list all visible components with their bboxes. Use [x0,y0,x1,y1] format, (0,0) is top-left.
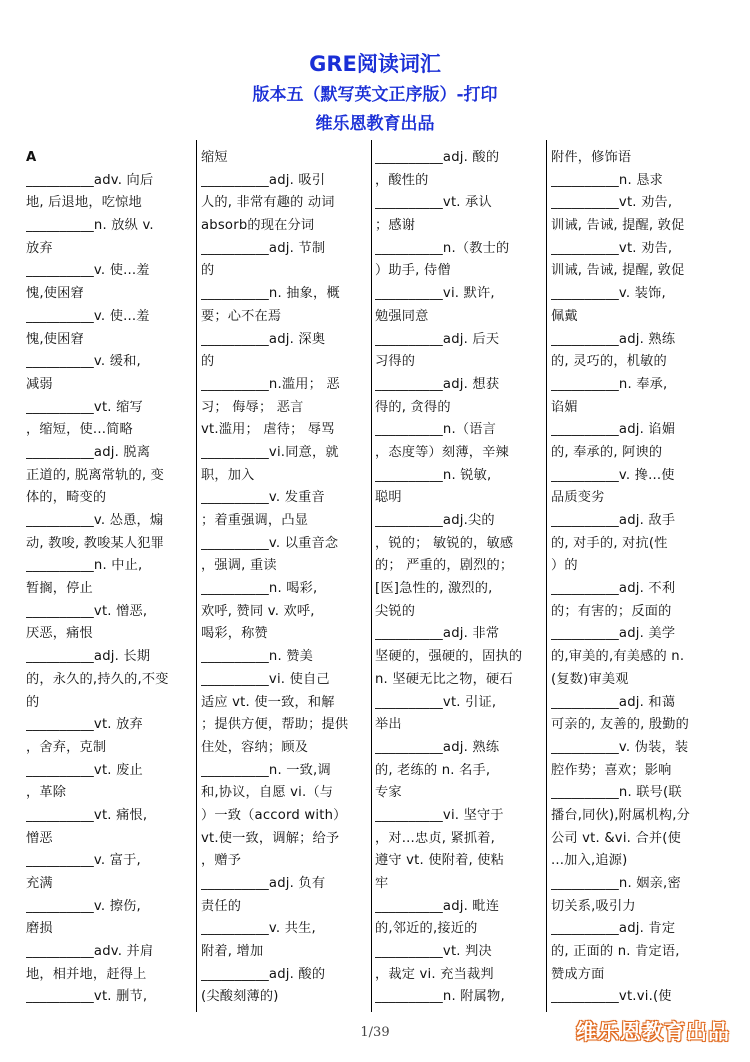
vocab-line: __________adj. 负有 [201,876,326,891]
vocab-line: __________adj. 非常 [375,626,500,642]
vocab-line: ，裁定 vi. 充当裁判 [375,966,494,982]
vocab-line: [医]急性的, 激烈的, [375,581,493,597]
vocab-line: absorb的现在分词 [201,218,315,234]
vocab-line: 地, 后退地，吃惊地 [26,195,142,211]
vocab-line: __________vt.vi.(使 [551,989,672,1005]
vocab-line: __________adj. 毗连 [375,898,500,914]
vocab-line: __________adj. 敌手 [551,513,676,528]
vocab-line: __________adj. 深奥 [201,331,326,347]
vocab-line: 聪明 [375,490,402,506]
vocab-line: 牢 [375,876,389,891]
vocab-line: __________n.（语言 [375,422,497,438]
vocab-line: __________vt. 废止 [26,762,143,778]
vocab-line: 和,协议，自愿 vi.（与 [201,785,334,801]
vocab-line: 减弱 [26,376,53,392]
vocab-line: 充满 [26,876,53,891]
vocab-line: 公司 vt. &vi. 合并(使 [551,830,681,846]
vocab-column-4 [551,147,723,1012]
vocab-line: __________adj. 肯定 [551,921,676,937]
vocab-line: vt.滥用； 虐待； 辱骂 [201,422,335,438]
vocab-line: 正道的, 脱离常轨的, 变 [26,467,165,483]
vocab-line: __________v. 擦伤, [26,898,141,914]
vocab-line: 训诫, 告诫, 提醒, 敦促 [551,263,685,279]
vocab-column-2 [201,147,369,1012]
vocab-line: __________v. 伪装，装 [551,739,689,755]
vocab-line: 的, 正面的 n. 肯定语, [551,944,680,960]
vocab-line: 举出 [375,717,402,733]
watermark-logo: 维乐恩教育出品 [576,1020,730,1044]
vocab-line: ，锐的； 敏锐的，敏感 [375,535,514,551]
vocab-line: 的； 严重的，剧烈的； [375,558,514,574]
vocab-line: ；提供方便，帮助；提供 [201,717,349,733]
vocab-line: __________adj.尖的 [375,513,495,528]
vocab-line: ，酸性的 [375,172,429,188]
vocab-line: 的, 奉承的, 阿谀的 [551,444,663,460]
vocab-line: 的 [201,354,215,370]
vocab-line: __________vt. 劝告, [551,240,673,256]
column-divider [371,140,372,1012]
vocab-line: ，舍弃，克制 [26,739,107,755]
vocab-line: 的, 老练的 n. 名手, [375,762,491,778]
vocab-line: 专家 [375,785,402,801]
vocab-line: 的，永久的,持久的,不变 [26,671,169,687]
vocab-line: 训诫, 告诫, 提醒, 敦促 [551,218,685,234]
vocab-line: __________n. 中止, [26,558,143,574]
vocab-line: ，态度等）刻薄，辛辣 [375,444,509,460]
vocab-line: 的,邻近的,接近的 [375,921,478,937]
vocab-line: __________n. 奉承, [551,376,668,392]
vocab-line: __________adj. 和蔼 [551,694,676,710]
vocab-line: n. 坚硬无比之物，硬石 [375,671,513,687]
vocab-line: 习得的 [375,354,416,370]
vocab-line: __________v. 装饰, [551,286,666,302]
vocab-line: ；着重强调，凸显 [201,513,309,528]
vocab-line: ，对...忠贞, 紧抓着, [375,830,496,846]
vocab-line: 人的, 非常有趣的 动词 [201,195,335,211]
vocab-line: 地，相并地，赶得上 [26,966,147,982]
vocab-line: __________vi. 使自己 [201,671,330,687]
vocab-line: 喝彩，称赞 [201,626,268,642]
vocab-line: __________v. 发重音 [201,490,325,506]
vocab-line: 憎恶 [26,830,53,846]
vocab-line: 切关系,吸引力 [551,898,636,914]
vocab-line: __________adj. 吸引 [201,172,326,188]
vocab-line: __________v. 搀...使 [551,467,675,483]
vocab-line: 放弃 [26,240,53,256]
vocab-line: ，强调, 重读 [201,558,277,574]
vocab-line: __________n.（教士的 [375,240,510,256]
vocab-line: 体的，畸变的 [26,490,107,506]
vocab-line: (尖酸刻薄的) [201,989,279,1005]
vocab-line: __________adj. 美学 [551,626,676,642]
vocab-line: 的 [201,263,215,279]
vocab-line: 暂搁，停止 [26,581,93,597]
vocab-line: __________v. 共生, [201,921,316,937]
vocab-line: __________vt. 引证, [375,694,497,710]
vocab-column-1 [26,147,194,1012]
vocab-line: __________n. 姻亲,密 [551,876,681,891]
vocab-line: __________vt. 承认 [375,195,492,211]
vocab-line: 遵守 vt. 使附着, 使粘 [375,853,505,869]
document-title: GRE阅读词汇 [309,52,441,76]
vocab-line: 缩短 [201,150,228,165]
vocab-line: __________n. 锐敏, [375,467,492,483]
vocab-line: __________vt. 删节, [26,989,148,1005]
vocab-line: __________adv. 并肩 [26,944,154,960]
vocab-line: __________adj. 脱离 [26,444,151,460]
vocab-line: ）一致（accord with） [201,807,347,823]
vocab-line: ，革除 [26,785,67,801]
vocab-line: ，赠予 [201,853,242,869]
vocab-line: __________v. 使...羞 [26,263,150,279]
vocab-line: 动, 教唆, 教唆某人犯罪 [26,535,165,551]
vocab-line: __________n. 抽象，概 [201,286,340,302]
vocab-line: __________adj. 熟练 [551,331,676,347]
vocab-line: __________vi. 坚守于 [375,807,504,823]
vocab-line: __________adj. 想获 [375,376,500,392]
vocab-line: ...加入,追源) [551,853,628,869]
publisher-line: 维乐恩教育出品 [315,114,435,134]
vocab-line: __________adj. 谄媚 [551,422,676,438]
vocab-line: ；感谢 [375,218,416,234]
vocab-line: 欢呼, 赞同 v. 欢呼, [201,603,315,619]
section-letter-heading: A [26,150,37,165]
vocab-line: __________n. 赞美 [201,649,314,665]
vocab-line: 腔作势；喜欢；影响 [551,762,672,778]
vocab-line: __________adv. 向后 [26,172,154,188]
vocab-line: __________adj. 长期 [26,649,151,665]
vocab-line: 愧,使困窘 [26,331,84,347]
vocab-line: 得的, 贪得的 [375,399,451,415]
vocab-line: 住处，容纳；顾及 [201,739,309,755]
vocab-line: 附件，修饰语 [551,150,632,165]
vocab-line: __________vi.同意，就 [201,444,339,460]
vocab-line: 附着, 增加 [201,944,264,960]
document-subtitle: 版本五（默写英文正序版）-打印 [252,85,498,105]
vocab-line: 习； 侮辱； 恶言 [201,399,304,415]
vocab-line: __________vt. 放弃 [26,717,143,733]
vocab-line: 愧,使困窘 [26,286,84,302]
vocab-line: __________vt. 判决 [375,944,492,960]
vocab-line: __________n. 一致,调 [201,762,331,778]
vocab-line: __________v. 富于, [26,853,141,869]
vocab-line: __________adj. 酸的 [201,966,326,982]
vocab-line: 的；有害的；反面的 [551,603,672,619]
vocab-line: 的,审美的,有美感的 n. [551,649,685,665]
vocab-line: 的 [26,694,40,710]
column-divider [196,140,197,1012]
vocab-line: 的, 对手的, 对抗(性 [551,535,668,551]
vocab-line: __________n.滥用； 恶 [201,376,340,392]
vocab-line: ，缩短，使...简略 [26,422,133,438]
vocab-line: (复数)审美观 [551,671,629,687]
vocab-line: __________vt. 痛恨, [26,807,148,823]
vocab-line: 适应 vt. 使一致，和解 [201,694,335,710]
vocab-line: __________n. 附属物, [375,989,505,1005]
vocab-line: ）助手, 侍僧 [375,263,451,279]
vocab-line: __________vt. 憎恶, [26,603,148,619]
vocab-line: 勉强同意 [375,308,429,324]
vocab-column-3 [375,147,543,1012]
vocab-line: __________adj. 酸的 [375,150,500,165]
column-divider [546,140,547,1012]
vocab-line: 责任的 [201,898,242,914]
vocab-line: __________adj. 后天 [375,331,500,347]
vocab-line: 谄媚 [551,399,578,415]
vocab-line: __________n. 喝彩, [201,581,318,597]
vocab-line: __________vt. 劝告, [551,195,673,211]
vocab-line: __________n. 放纵 v. [26,218,154,234]
vocab-line: __________adj. 熟练 [375,739,500,755]
vocab-line: __________n. 联号(联 [551,785,682,801]
page-number: 1/39 [360,1025,390,1040]
vocab-line: __________v. 以重音念 [201,535,339,551]
vocab-line: 职，加入 [201,467,255,483]
vocab-line: __________n. 恳求 [551,172,664,188]
vocab-line: vt.使一致，调解；给予 [201,830,340,846]
vocab-line: __________v. 怂恿，煽 [26,513,164,528]
vocab-line: __________v. 缓和, [26,354,141,370]
vocab-line: 的, 灵巧的，机敏的 [551,354,667,370]
vocab-line: __________vi. 默许, [375,286,495,302]
vocab-line: __________adj. 不利 [551,581,676,597]
vocab-line: 要；心不在焉 [201,308,282,324]
vocab-line: __________v. 使...羞 [26,308,150,324]
vocab-line: 佩戴 [551,308,578,324]
vocab-line: 磨损 [26,921,53,937]
vocab-line: __________vt. 缩写 [26,399,143,415]
vocab-line: ）的 [551,558,578,574]
vocab-line: 尖锐的 [375,603,416,619]
vocab-line: __________adj. 节制 [201,240,326,256]
vocab-line: 播台,同伙),附属机构,分 [551,807,691,823]
vocab-line: 可亲的, 友善的, 殷勤的 [551,717,690,733]
vocab-line: 品质变劣 [551,490,605,506]
vocab-line: 坚硬的，强硬的，固执的 [375,649,523,665]
vocab-line: 赞成方面 [551,966,605,982]
vocab-line: 厌恶，痛恨 [26,626,93,642]
